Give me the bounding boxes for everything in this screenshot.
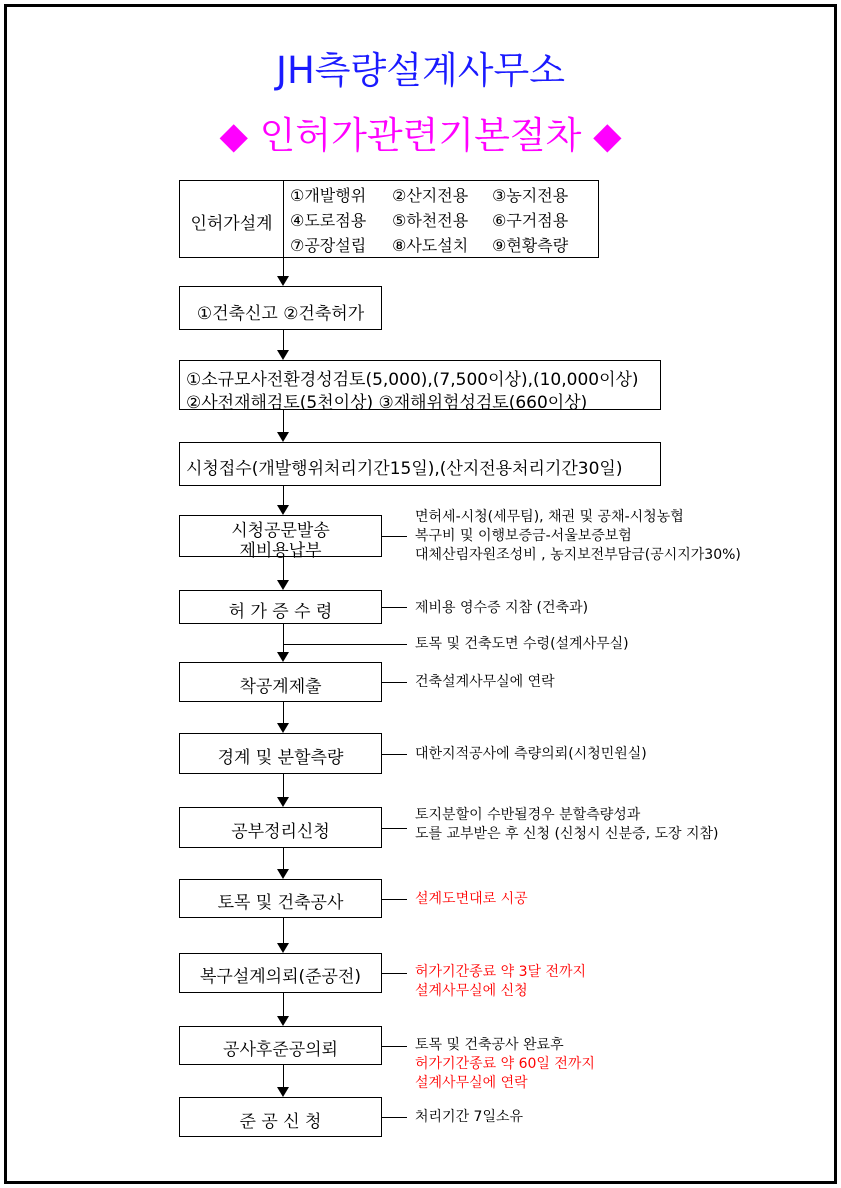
flow-step-label: 공부정리신청	[231, 822, 330, 842]
step-note: 허가기간종료 약 3달 전까지	[415, 964, 587, 980]
flow-step-box	[179, 953, 382, 993]
flow-step-label: 제비용납부	[239, 541, 322, 561]
connector-arrow	[277, 797, 289, 807]
permit-type-item: ①개발행위	[290, 186, 367, 205]
step-note: 설계사무실에 신청	[415, 983, 528, 999]
connector-arrow	[277, 505, 289, 515]
flow-step-label: ①소규모사전환경성검토(5,000),(7,500이상),(10,000이상)	[186, 370, 639, 390]
connector-line	[283, 486, 284, 505]
note-connector	[382, 607, 407, 608]
permit-type-item: ④도로점용	[290, 211, 367, 230]
flow-step-label: 시청공문발송	[231, 521, 330, 541]
note-connector	[283, 644, 407, 645]
connector-arrow	[277, 276, 289, 286]
connector-arrow	[277, 1016, 289, 1026]
flow-step-label: 착공계제출	[239, 677, 322, 697]
flow-step-box	[179, 360, 661, 413]
flow-step-box	[179, 662, 382, 702]
note-connector	[382, 682, 407, 683]
permit-type-item: ③농지전용	[492, 186, 569, 205]
step-note: 설계도면대로 시공	[415, 891, 528, 907]
connector-line	[283, 1065, 284, 1087]
flow-step-box	[179, 286, 382, 330]
connector-line	[283, 774, 284, 797]
step-permit-design	[179, 180, 599, 258]
page-subtitle: ◆ 인허가관련기본절차 ◆	[219, 114, 622, 157]
connector-arrow	[277, 652, 289, 662]
step-note: 복구비 및 이행보증금-서울보증보험	[415, 528, 632, 544]
flow-step-box	[179, 590, 382, 624]
permit-type-item: ⑦공장설립	[290, 236, 367, 255]
step-note: 설계사무실에 연락	[415, 1075, 528, 1091]
flow-step-label: 시청접수(개발행위처리기간15일),(산지전용처리기간30일)	[186, 459, 623, 479]
flow-step-label: 토목 및 건축공사	[217, 893, 344, 913]
note-connector	[382, 536, 407, 537]
step-permit-design-label-cell	[180, 181, 284, 257]
step-note: 대체산림자원조성비 , 농지보전부담금(공시지가30%)	[415, 547, 741, 563]
connector-arrow	[277, 869, 289, 879]
step-note: 처리기간 7일소유	[415, 1109, 524, 1125]
connector-line	[283, 918, 284, 943]
connector-arrow	[277, 580, 289, 590]
note-connector	[382, 1117, 407, 1118]
connector-line	[283, 993, 284, 1016]
flow-step-box	[179, 1026, 382, 1065]
note-connector	[382, 899, 407, 900]
permit-type-item: ⑨현황측량	[492, 236, 569, 255]
step-note: 토지분할이 수반될경우 분할측량성과	[415, 807, 641, 823]
flow-step-label: 준 공 신 청	[239, 1112, 322, 1132]
note-connector	[382, 973, 407, 974]
connector-line	[283, 848, 284, 869]
flow-step-box	[179, 1097, 382, 1137]
connector-line	[283, 702, 284, 723]
flow-step-label: ②사전재해검토(5천이상) ③재해위험성검토(660이상)	[186, 393, 588, 413]
connector-arrow	[277, 723, 289, 733]
permit-type-item: ⑥구거점용	[492, 211, 569, 230]
step-permit-design-label: 인허가설계	[190, 214, 273, 234]
note-connector	[382, 754, 407, 755]
flow-step-label: ①건축신고 ②건축허가	[196, 304, 365, 324]
flow-step-box	[179, 442, 661, 486]
connector-line	[283, 624, 284, 652]
step-note: 토목 및 건축공사 완료후	[415, 1037, 564, 1053]
connector-arrow	[277, 350, 289, 360]
permit-type-item: ⑤하천전용	[392, 211, 469, 230]
flow-step-label: 경계 및 분할측량	[217, 748, 344, 768]
step-note: 도를 교부받은 후 신청 (신청시 신분증, 도장 지참)	[415, 826, 719, 842]
permit-type-item: ⑧사도설치	[392, 236, 469, 255]
flow-step-box	[179, 807, 382, 848]
note-connector	[382, 1046, 407, 1047]
permit-type-item: ②산지전용	[392, 186, 469, 205]
step-note: 허가기간종료 약 60일 전까지	[415, 1056, 595, 1072]
flow-step-label: 허 가 증 수 령	[228, 602, 333, 622]
connector-arrow	[277, 1087, 289, 1097]
note-connector	[382, 828, 407, 829]
connector-line	[283, 258, 284, 276]
flow-step-label: 복구설계의뢰(준공전)	[199, 967, 362, 987]
page-title: JH측량설계사무소	[276, 49, 565, 92]
connector-arrow	[277, 943, 289, 953]
between-note: 토목 및 건축도면 수령(설계사무실)	[415, 636, 629, 652]
flow-step-box	[179, 515, 382, 561]
step-note: 제비용 영수증 지참 (건축과)	[415, 600, 589, 616]
step-note: 면허세-시청(세무팀), 채권 및 공채-시청농협	[415, 509, 684, 525]
flow-step-box	[179, 879, 382, 918]
flow-step-label: 공사후준공의뢰	[223, 1040, 338, 1060]
flow-step-box	[179, 733, 382, 774]
step-note: 건축설계사무실에 연락	[415, 674, 555, 690]
connector-line	[283, 330, 284, 350]
connector-line	[283, 410, 284, 432]
connector-arrow	[277, 432, 289, 442]
step-note: 대한지적공사에 측량의뢰(시청민원실)	[415, 746, 647, 762]
